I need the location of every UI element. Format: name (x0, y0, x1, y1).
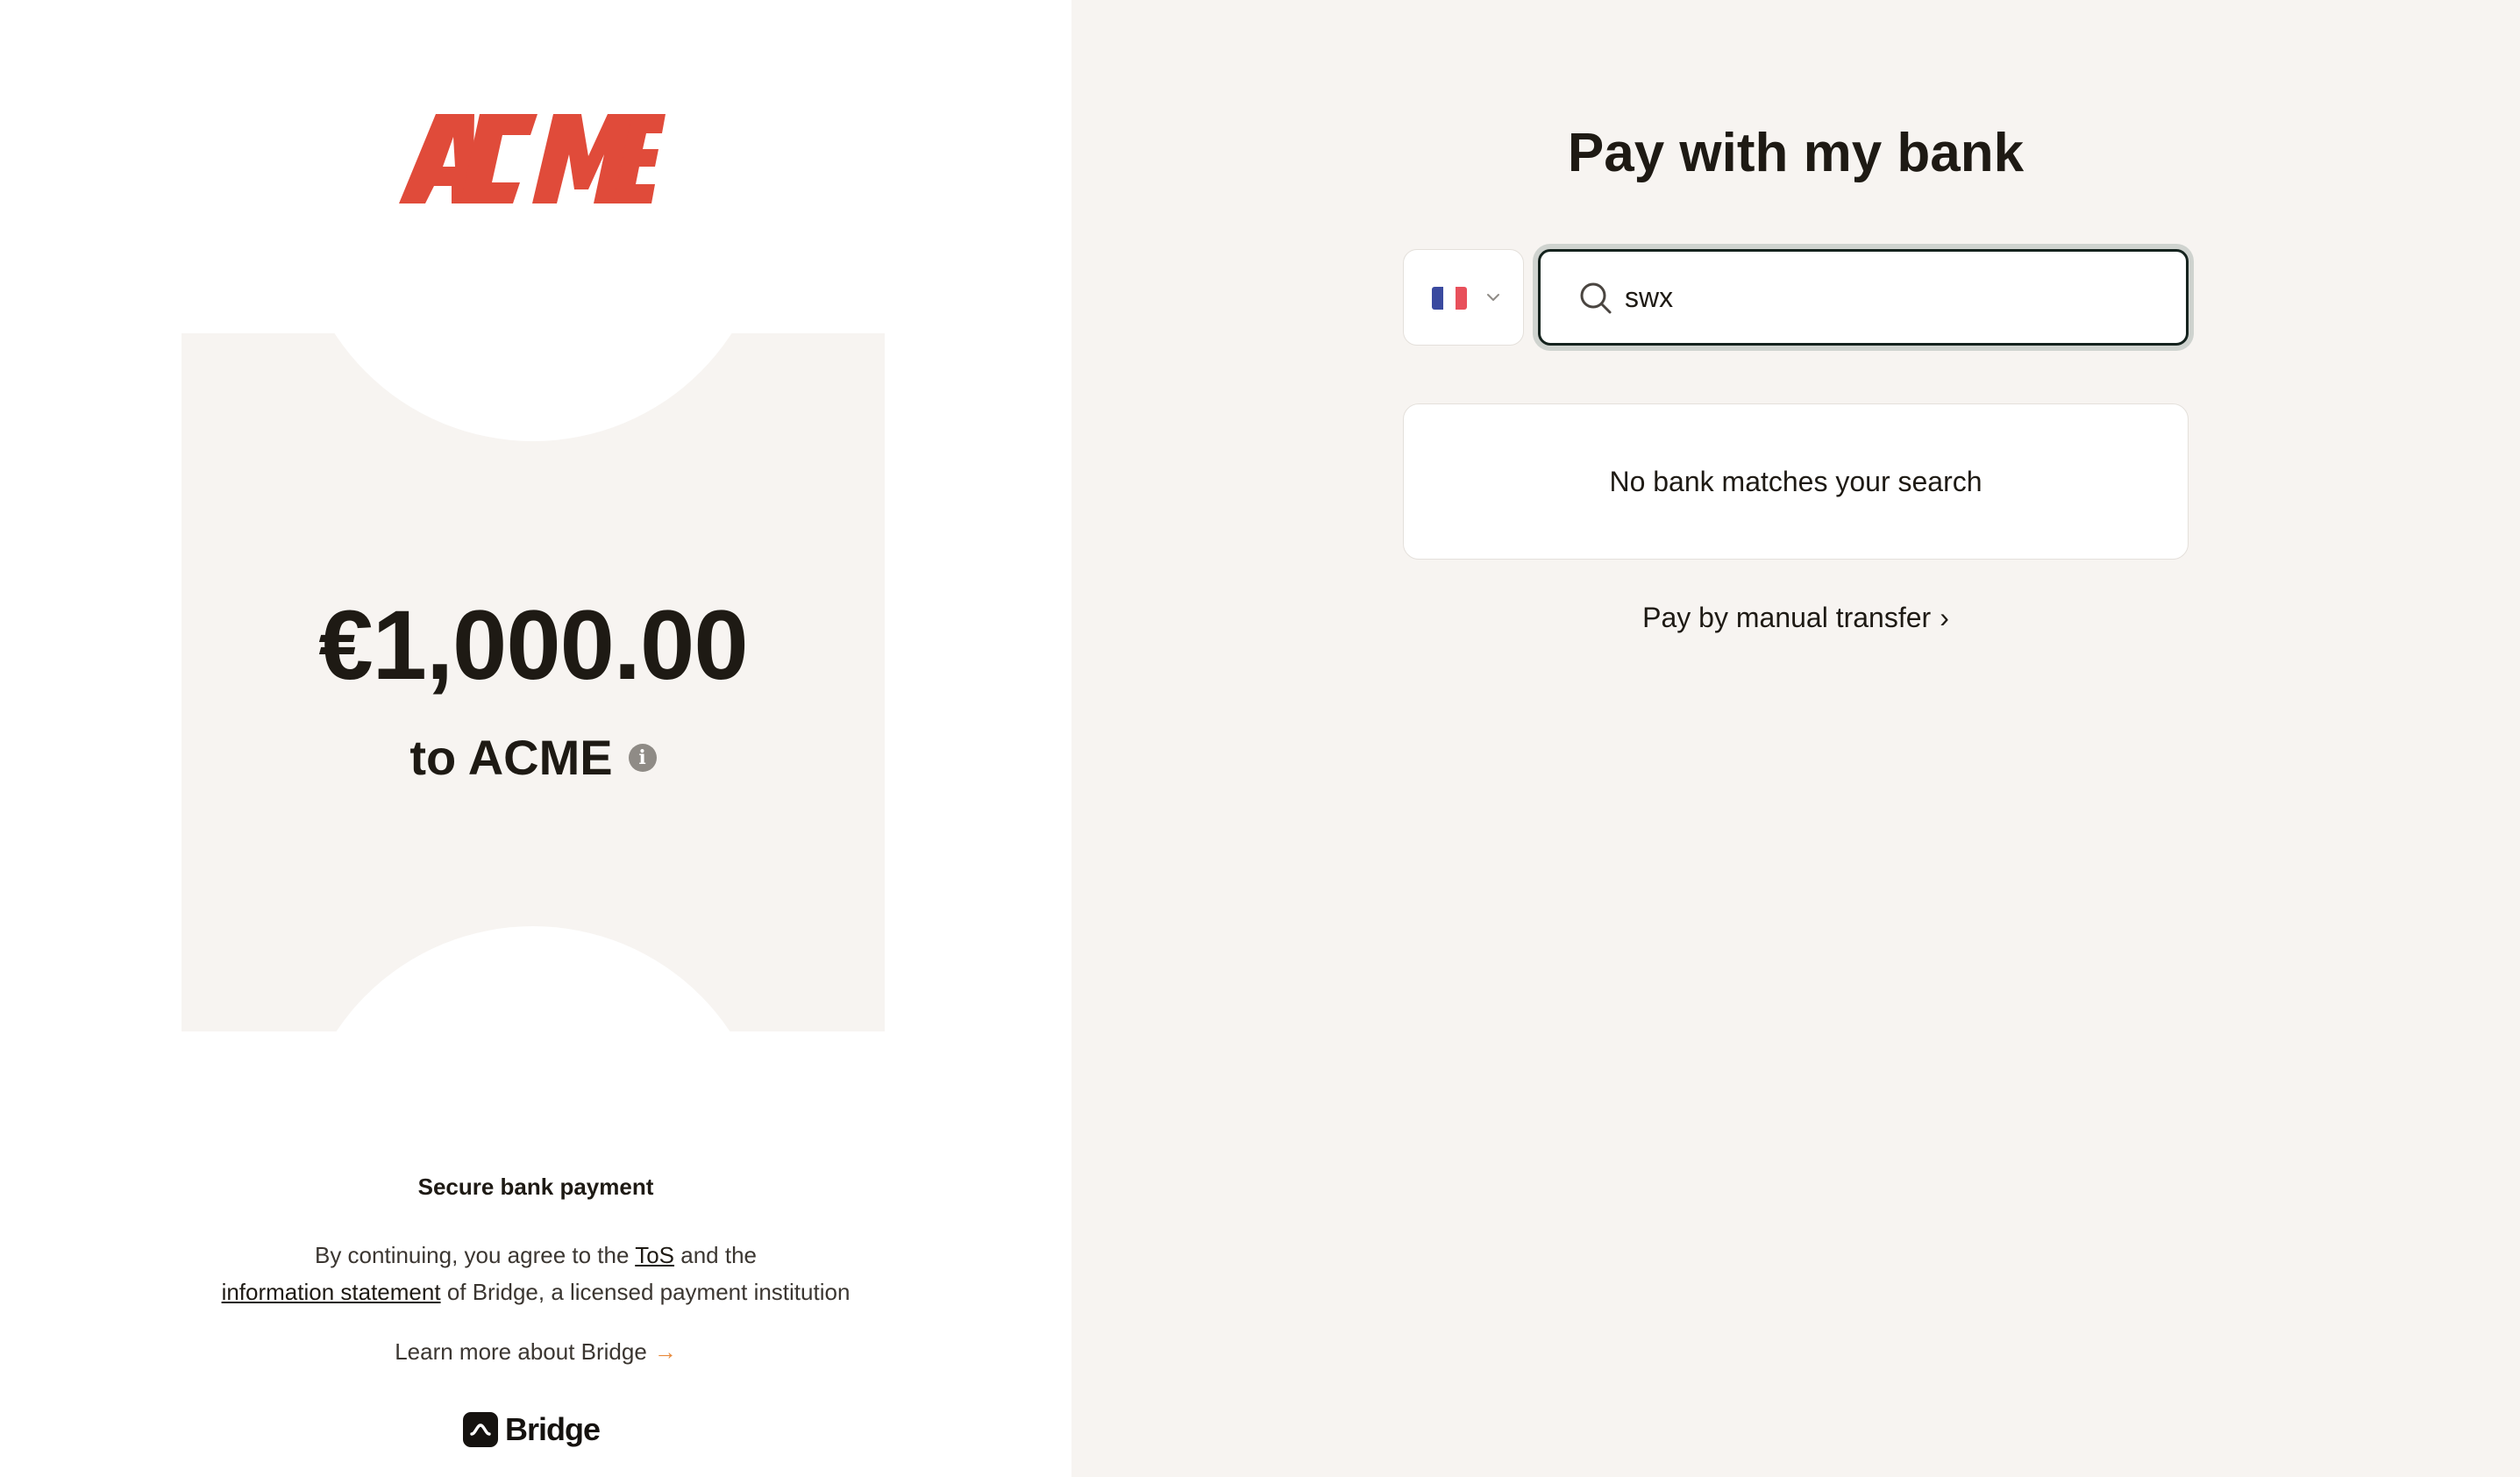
bank-search-box (1538, 249, 2189, 346)
info-icon[interactable]: i (629, 744, 657, 772)
legal-suffix: of Bridge, a licensed payment institution (446, 1279, 851, 1305)
page-title: Pay with my bank (1567, 123, 2025, 183)
bank-selection-panel (1071, 0, 2520, 1477)
card-notch-top (296, 333, 770, 441)
legal-middle: and the (680, 1242, 758, 1268)
arrow-right-icon: → (653, 1338, 677, 1365)
manual-transfer-link[interactable] (1071, 602, 2520, 634)
france-flag-icon (1432, 287, 1467, 310)
recipient-label: to ACME (409, 730, 613, 786)
chevron-right-icon: › (1940, 602, 1949, 633)
bank-search-input[interactable] (1625, 271, 2151, 324)
search-icon (1579, 282, 1612, 315)
merchant-logo (399, 112, 666, 205)
bridge-mark-icon (463, 1412, 498, 1447)
payment-amount: €1,000.00 (318, 590, 748, 700)
legal-prefix: By continuing, you agree to the (314, 1242, 630, 1268)
no-results-message: No bank matches your search (1609, 465, 1983, 497)
chevron-down-icon (1484, 289, 1502, 306)
learn-more-link[interactable] (0, 1338, 1071, 1366)
country-selector[interactable] (1403, 249, 1524, 346)
legal-notice (0, 1237, 1071, 1310)
search-results (1403, 403, 2189, 560)
bridge-logo (463, 1412, 600, 1447)
learn-more-label: Learn more about Bridge (395, 1338, 647, 1365)
manual-transfer-label: Pay by manual transfer (1642, 602, 1932, 633)
information-statement-link[interactable]: information statement (221, 1279, 441, 1305)
secure-payment-label: Secure bank payment (417, 1174, 654, 1200)
tos-link[interactable]: ToS (635, 1242, 675, 1268)
payment-summary-panel (0, 0, 1071, 1477)
amount-card (182, 333, 885, 1031)
payment-recipient (182, 730, 885, 786)
bridge-wordmark: Bridge (505, 1411, 601, 1447)
card-notch-bottom (296, 926, 770, 1031)
